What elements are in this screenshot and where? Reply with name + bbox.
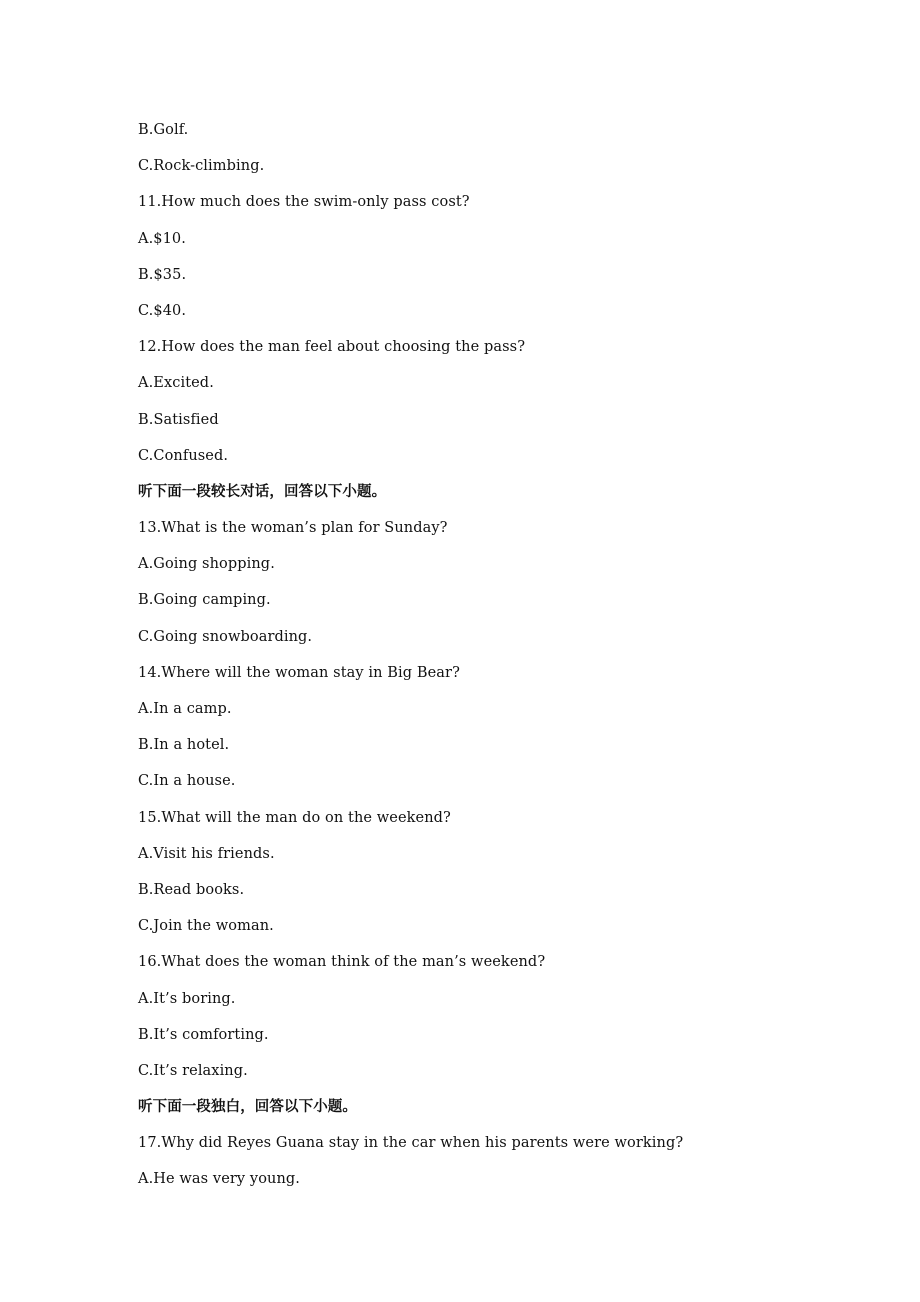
question-15-option-c: C.Join the woman. bbox=[138, 918, 274, 935]
exam-text bbox=[138, 119, 858, 1205]
question-17: 17.Why did Reyes Guana stay in the car when his parents were working? bbox=[138, 1135, 684, 1152]
question-14-option-a: A.In a camp. bbox=[138, 701, 232, 717]
question-15-option-b: B.Read books. bbox=[138, 881, 245, 898]
question-14-option-b: B.In a hotel. bbox=[138, 737, 230, 754]
question-13: 13.What is the woman’s plan for Sunday? bbox=[138, 520, 448, 537]
question-14-option-c: C.In a house. bbox=[138, 773, 236, 790]
question-16-option-b: B.It’s comforting. bbox=[138, 1026, 269, 1043]
question-12: 12.How does the man feel about choosing the pass? bbox=[138, 339, 526, 356]
option-c-rock-climbing: C.Rock-climbing. bbox=[138, 158, 265, 175]
question-16: 16.What does the woman think of the man’s weekend? bbox=[138, 954, 546, 971]
question-12-option-b: B.Satisfied bbox=[138, 411, 219, 428]
question-15-option-a: A.Visit his friends. bbox=[138, 845, 275, 862]
question-11-option-b: B.$35. bbox=[138, 266, 187, 283]
question-17-option-a: A.He was very young. bbox=[138, 1171, 301, 1188]
section-heading-long-dialogue: 听下面一段较长对话，回答以下小题。 bbox=[138, 483, 387, 500]
question-13-option-c: C.Going snowboarding. bbox=[138, 628, 313, 645]
question-13-option-a: A.Going shopping. bbox=[138, 556, 275, 573]
question-13-option-b: B.Going camping. bbox=[138, 592, 271, 609]
question-11-option-a: A.$10. bbox=[138, 230, 186, 247]
question-12-option-a: A.Excited. bbox=[138, 375, 214, 392]
question-16-option-a: A.It’s boring. bbox=[138, 990, 236, 1007]
option-b-golf: B.Golf. bbox=[138, 122, 189, 138]
section-heading-monologue: 听下面一段独白，回答以下小题。 bbox=[138, 1099, 357, 1116]
question-15: 15.What will the man do on the weekend? bbox=[138, 809, 451, 826]
question-12-option-c: C.Confused. bbox=[138, 447, 229, 464]
question-16-option-c: C.It’s relaxing. bbox=[138, 1062, 248, 1079]
question-14: 14.Where will the woman stay in Big Bear? bbox=[138, 664, 460, 681]
question-11-option-c: C.$40. bbox=[138, 302, 187, 319]
question-11: 11.How much does the swim-only pass cost? bbox=[138, 194, 470, 211]
